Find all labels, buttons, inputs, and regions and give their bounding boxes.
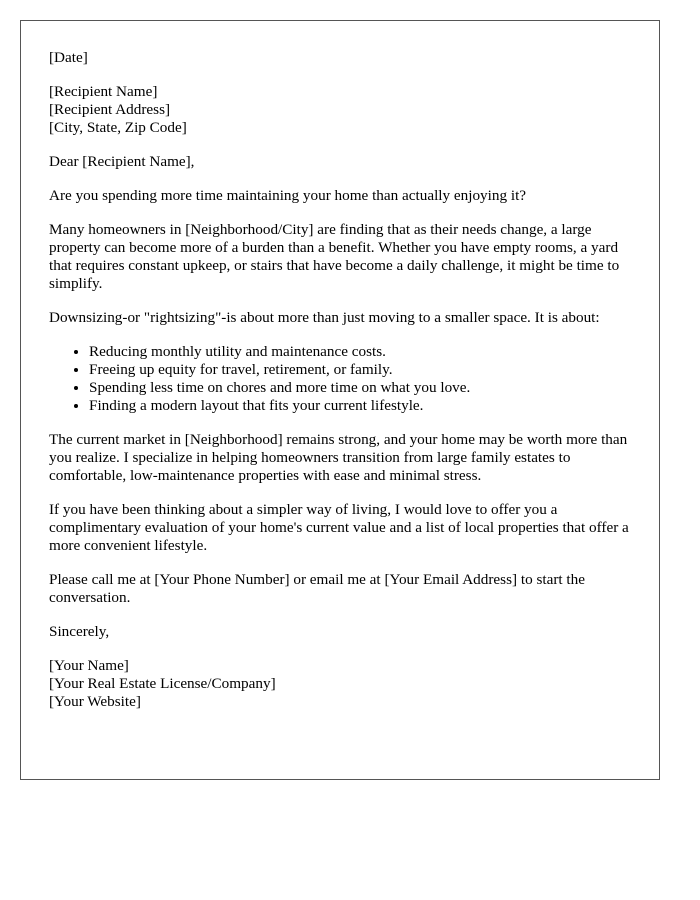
body-paragraph-contact: Please call me at [Your Phone Number] or email me at [Your Email Address] to start the conversation. [49,571,585,606]
sender-name: [Your Name] [49,657,129,674]
body-paragraph-market: The current market in [Neighborhood] remains strong, and your home may be worth more than you realize. I specialize in helping homeowners transition from large family estates to comfortable, low-maintenance properties with ease and minimal stress. [49,431,628,484]
benefit-item: • Spending less time on chores and more time on what you love. [89,379,631,397]
recipient-address: [Recipient Address] [49,101,171,118]
benefit-item: • Freeing up equity for travel, retirement, or family. [89,361,631,379]
letter-page [20,20,660,780]
opening-question: Are you spending more time maintaining your home than actually enjoying it? [49,187,527,204]
benefit-item: • Finding a modern layout that fits your current lifestyle. [89,397,631,415]
sender-signature-block [49,657,631,711]
recipient-city-state-zip: [City, State, Zip Code] [49,119,187,136]
body-paragraph-intro: Many homeowners in [Neighborhood/City] are finding that as their needs change, a large property can become more of a burden than a benefit. Whether you have empty rooms, a yard that requires constant upkeep, or stairs that have become a daily challenge, it might be time to simplify. [49,221,620,292]
sign-off: Sincerely, [49,623,110,640]
body-paragraph-offer: If you have been thinking about a simpler way of living, I would love to offer you a complimentary evaluation of your home's current value and a list of local properties that offer a more convenient lifestyle. [49,501,629,554]
salutation: Dear [Recipient Name], [49,153,195,170]
benefit-item: • Reducing monthly utility and maintenance costs. [89,343,631,361]
sender-license-company: [Your Real Estate License/Company] [49,675,276,692]
sender-website: [Your Website] [49,693,141,710]
recipient-address-block [49,83,631,137]
body-paragraph-downsizing: Downsizing-or "rightsizing"-is about more than just moving to a smaller space. It is about: [49,309,600,326]
letter-date: [Date] [49,49,88,66]
recipient-name: [Recipient Name] [49,83,158,100]
benefits-list [49,343,631,415]
